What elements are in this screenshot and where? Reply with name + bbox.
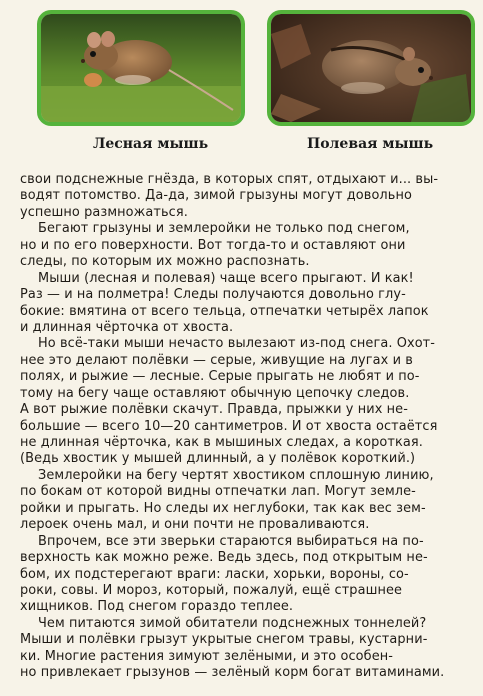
- text-line: полях, и рыжие — лесные. Серые прыгать не любят и по-: [20, 369, 420, 385]
- text-line: не длинная чёрточка, как в мышиных следах, а короткая.: [20, 435, 423, 450]
- article-text: [20, 172, 478, 682]
- forest-mouse-caption: Лесная мышь: [93, 136, 209, 152]
- text-line: Чем питаются зимой обитатели подснежных тоннелей?: [38, 615, 427, 631]
- text-line: водят потомство. Да-да, зимой грызуны могут довольно: [20, 188, 412, 204]
- text-line: большие — всего 10—20 сантиметров. И от хвоста остаётся: [20, 418, 438, 434]
- field-mouse-icon: [271, 14, 471, 122]
- text-line: тому на бегу чаще оставляют обычную цепочку следов.: [20, 385, 410, 401]
- text-line: и длинная чёрточка от хвоста.: [20, 319, 234, 335]
- text-line: Но всё-таки мыши нечасто вылезают из-под снега. Охот-: [38, 336, 436, 352]
- text-line: но и по его поверхности. Вот тогда-то и оставляют они: [20, 237, 406, 253]
- forest-mouse-icon: [41, 14, 241, 122]
- forest-mouse-photo: [37, 10, 245, 126]
- text-line: ки. Многие растения зимуют зелёными, и это особен-: [20, 648, 394, 664]
- text-line: Бегают грызуны и землеройки не только под снегом,: [38, 221, 410, 237]
- text-line: Мыши (лесная и полевая) чаще всего прыгают. И как!: [38, 270, 414, 286]
- text-line: свои подснежные гнёзда, в которых спят, отдыхают и... вы-: [20, 172, 439, 187]
- text-line: хищников. Под снегом гораздо теплее.: [20, 599, 294, 615]
- text-line: лероек очень мал, и они почти не проваливаются.: [20, 517, 370, 533]
- text-line: бом, их подстерегают враги: ласки, хорьки, вороны, со-: [20, 566, 409, 582]
- text-line: Мыши и полёвки грызут укрытые снегом травы, кустарни-: [20, 632, 428, 648]
- text-line: верхность как можно реже. Ведь здесь, под открытым не-: [20, 550, 428, 566]
- field-mouse-photo: [267, 10, 475, 126]
- text-line: ройки и прыгать. Но следы их неглубоки, так как вес зем-: [20, 500, 426, 516]
- text-line: (Ведь хвостик у мышей длинный, а у полёвок короткий.): [20, 451, 416, 467]
- text-line: Впрочем, все эти зверьки стараются выбираться на по-: [38, 533, 424, 549]
- text-line: но привлекает грызунов — зелёный корм богат витаминами.: [20, 665, 445, 681]
- text-line: успешно размножаться.: [20, 204, 188, 220]
- text-line: Раз — и на полметра! Следы получаются довольно глу-: [20, 287, 406, 303]
- text-line: нее это делают полёвки — серые, живущие на лугах и в: [20, 352, 413, 368]
- text-line: роки, совы. И мороз, который, пожалуй, ещё страшнее: [20, 582, 403, 598]
- text-line: Землеройки на бегу чертят хвостиком сплошную линию,: [38, 467, 434, 483]
- text-line: бокие: вмятина от всего тельца, отпечатки четырёх лапок: [20, 303, 429, 319]
- text-line: А вот рыжие полёвки скачут. Правда, прыжки у них не-: [20, 402, 408, 418]
- text-line: по бокам от которой видны отпечатки лап. Могут земле-: [20, 484, 416, 500]
- text-line: следы, по которым их можно распознать.: [20, 254, 310, 270]
- field-mouse-caption: Полевая мышь: [307, 136, 434, 152]
